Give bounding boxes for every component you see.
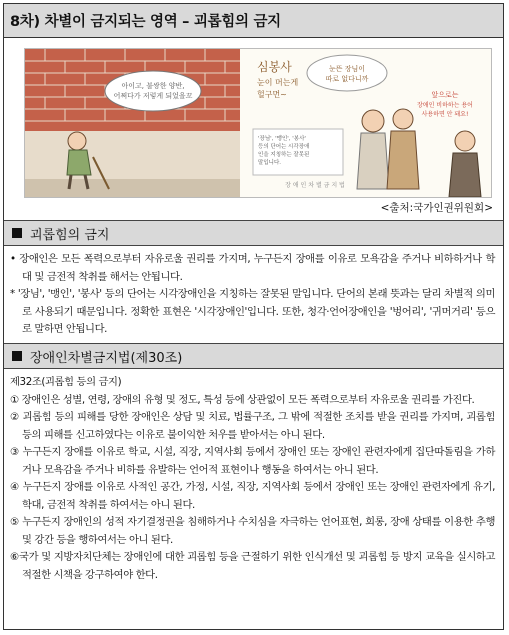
svg-text:사용하면 안 돼요!: 사용하면 안 돼요! bbox=[421, 111, 469, 118]
section-heading-harassment bbox=[4, 220, 503, 246]
square-bullet-icon bbox=[12, 228, 22, 238]
svg-text:눈뜬 장님이: 눈뜬 장님이 bbox=[328, 65, 366, 73]
svg-text:눈이 머는게: 눈이 머는게 bbox=[257, 78, 299, 87]
section-heading-text: 장애인차별금지법(제30조) bbox=[30, 350, 183, 366]
section-heading-text: 괴롭힘의 금지 bbox=[30, 227, 110, 243]
section2-body bbox=[10, 374, 495, 584]
law-clause: ② 괴롭힘 등의 피해를 당한 장애인은 상담 및 치료, 법률구조, 그 밖에 적절한 조치를 받을 권리를 가지며, 괴롭힘 등의 피해를 신고하였다는 이유로 불이익한 처우를 받아서는 아니 된다. bbox=[10, 411, 495, 441]
section1-body bbox=[10, 251, 495, 339]
svg-text:헐구먼~: 헐구먼~ bbox=[257, 90, 287, 99]
svg-text:말입니다.: 말입니다. bbox=[258, 160, 282, 166]
square-bullet-icon bbox=[12, 351, 22, 361]
law-clause: ③ 누구든지 장애를 이유로 학교, 시설, 직장, 지역사회 등에서 장애인 또는 장애인 관련자에게 집단따돌림을 가하거나 모욕감을 주거나 비하를 유발하는 언어적 표현이나 행동을 하여서는 아니 된다. bbox=[10, 446, 495, 476]
law-clause: ④ 누구든지 장애를 이유로 사적인 공간, 가정, 시설, 직장, 지역사회 등에서 장애인 또는 장애인 관련자에게 유기, 학대, 금전적 착취를 하여서는 아니 된다. bbox=[10, 481, 495, 511]
section1-item: • 장애인은 모든 폭력으로부터 자유로울 권리를 가지며, 누구든지 장애를 이유로 모욕감을 주거나 비하하거나 학대 및 금전적 착취를 해서는 안됩니다. bbox=[10, 253, 495, 283]
article-title: 제32조(괴롭힘 등의 금지) bbox=[10, 376, 122, 388]
law-clause: ① 장애인은 성별, 연령, 장애의 유형 및 정도, 특성 등에 상관없이 모든 폭력으로부터 자유로울 권리를 가진다. bbox=[10, 393, 475, 406]
section1-item: * '장님', '맹인', '봉사' 등의 단어는 시각장애인을 지칭하는 잘못된 말입니다. 단어의 본래 뜻과는 달리 차별적 의미로 사용되기 때문입니다. 정확한 표현은 '시각장애인'입니다. 또한, 청각·언어장애인을 '벙어리', '귀머거리' 등으로 말하면 안됩니다. bbox=[10, 288, 495, 335]
svg-text:장 애 인 차 별 금 지 법: 장 애 인 차 별 금 지 법 bbox=[285, 182, 345, 189]
cartoon-illustration bbox=[24, 48, 492, 198]
svg-text:장애인 비하하는 용어: 장애인 비하하는 용어 bbox=[417, 102, 473, 109]
title-bar bbox=[4, 4, 503, 38]
svg-text:어쩌다가 저렇게 되었을꼬: 어쩌다가 저렇게 되었을꼬 bbox=[113, 92, 193, 100]
page-title: 8차) 차별이 금지되는 영역 – 괴롭힘의 금지 bbox=[10, 14, 281, 30]
svg-text:심봉사: 심봉사 bbox=[257, 60, 292, 74]
svg-text:아이고, 불쌍한 양반,: 아이고, 불쌍한 양반, bbox=[121, 82, 185, 90]
svg-text:등의 단어는 시각장애: 등의 단어는 시각장애 bbox=[258, 144, 310, 150]
law-clause: ⑤ 누구든지 장애인의 성적 자기결정권을 침해하거나 수치심을 자극하는 언어표현, 희롱, 장애 상태를 이용한 추행 및 강간 등을 행하여서는 아니 된다. bbox=[10, 516, 495, 546]
section-heading-law bbox=[4, 343, 503, 369]
svg-text:인을 지칭하는 잘못된: 인을 지칭하는 잘못된 bbox=[258, 152, 310, 158]
svg-text:'장님', '맹인', '봉사': '장님', '맹인', '봉사' bbox=[258, 136, 306, 142]
source-citation: <출처:국가인권위원회> bbox=[380, 202, 493, 214]
svg-text:따로 없다니까: 따로 없다니까 bbox=[325, 75, 369, 83]
svg-text:앞으로는: 앞으로는 bbox=[431, 91, 459, 99]
law-clause: ⑥국가 및 지방자치단체는 장애인에 대한 괴롭힘 등을 근절하기 위한 인식개선 및 괴롭힘 등 방지 교육을 실시하고 적절한 시책을 강구하여야 한다. bbox=[10, 551, 495, 581]
